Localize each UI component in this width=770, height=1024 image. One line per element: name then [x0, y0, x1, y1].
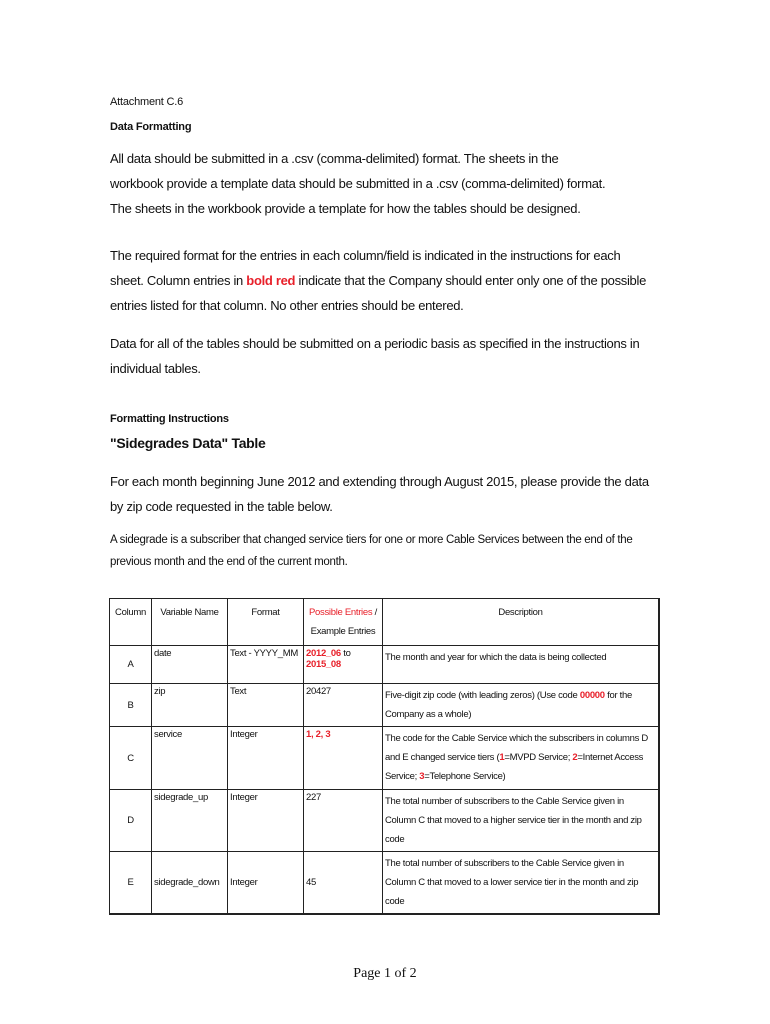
row-column: D — [110, 790, 152, 852]
bold-red-label: bold red — [246, 273, 296, 288]
row-format: Integer — [228, 790, 304, 852]
table-row — [110, 684, 660, 727]
row-column: A — [110, 646, 152, 684]
attachment-label: Attachment C.6 — [110, 96, 184, 108]
row-entries: 20427 — [304, 684, 383, 727]
row-variable: service — [152, 727, 228, 790]
row-format: Text — [228, 684, 304, 727]
row-description — [383, 684, 660, 727]
desc-a: The code for the Cable Service which the subscribers in columns D and E changed service tiers ( — [385, 733, 648, 763]
row-column: E — [110, 852, 152, 915]
row-format: Text - YYYY_MM — [228, 646, 304, 684]
desc-c: =Internet Access Service; — [385, 752, 644, 782]
row-description: The total number of subscribers to the Cable Service given in Column C that moved to a higher service tier in the month and zip code — [383, 790, 660, 852]
row-column: C — [110, 727, 152, 790]
row-variable: sidegrade_down — [152, 852, 228, 915]
row-entries: 227 — [304, 790, 383, 852]
entry-to: to — [340, 648, 351, 659]
desc-d: =Telephone Service) — [424, 771, 506, 782]
desc-code-3: 3 — [419, 771, 425, 782]
intro-paragraph-1: All data should be submitted in a .csv (comma-delimited) format. The sheets in the workbook provide a template data should be submitted in a .csv (comma-delimited) format. The sheets in the workbook provide a template for how the tables should be designed. — [110, 151, 606, 216]
row-format: Integer — [228, 727, 304, 790]
formatting-instructions-heading: Formatting Instructions — [110, 413, 229, 425]
header-format: Format — [228, 599, 304, 646]
row-variable: date — [152, 646, 228, 684]
intro-paragraph-3: Data for all of the tables should be submitted on a periodic basis as specified in the instructions in individual tables. — [110, 336, 640, 376]
desc-code-1: 1 — [499, 752, 505, 763]
header-possible-entries — [304, 599, 383, 646]
row-variable: zip — [152, 684, 228, 727]
desc-before: Five-digit zip code (with leading zeros) (Use code — [385, 690, 580, 701]
header-possible-red: Possible Entries — [308, 607, 373, 618]
instructions-paragraph-1: For each month beginning June 2012 and extending through August 2015, please provide the data by zip code requested in the table below. — [110, 474, 649, 514]
table-title: "Sidegrades Data" Table — [110, 435, 266, 451]
table-row — [110, 727, 660, 790]
section-title: Data Formatting — [110, 121, 192, 133]
desc-red-code: 00000 — [579, 690, 605, 701]
table-row — [110, 852, 660, 915]
row-column: B — [110, 684, 152, 727]
header-column: Column — [110, 599, 152, 646]
header-description: Description — [383, 599, 660, 646]
row-entries: 1, 2, 3 — [304, 727, 383, 790]
row-entries — [304, 646, 383, 684]
table-row — [110, 790, 660, 852]
row-description: The month and year for which the data is being collected — [383, 646, 660, 684]
page-number: Page 1 of 2 — [353, 966, 417, 981]
row-format: Integer — [228, 852, 304, 915]
row-description — [383, 727, 660, 790]
intro-p2-before: The required format for the entries in each column/field is indicated in the instructions for each sheet. Column entries in — [110, 248, 621, 288]
entry-start: 2012_06 — [306, 648, 341, 659]
row-entries: 45 — [304, 852, 383, 915]
header-variable-name: Variable Name — [152, 599, 228, 646]
entry-end: 2015_08 — [306, 659, 341, 670]
table-row — [110, 646, 660, 684]
instructions-paragraph-2: A sidegrade is a subscriber that changed service tiers for one or more Cable Services between the end of the previous month and the end of the current month. — [110, 534, 633, 568]
desc-after: for the Company as a whole) — [385, 690, 632, 720]
intro-paragraph-2 — [110, 243, 655, 318]
sidegrades-table — [109, 598, 660, 915]
header-possible-rest: / Example Entries — [310, 607, 377, 637]
row-description: The total number of subscribers to the Cable Service given in Column C that moved to a lower service tier in the month and zip code — [383, 852, 660, 915]
table-header-row — [110, 599, 660, 646]
desc-b: =MVPD Service; — [504, 752, 573, 763]
desc-code-2: 2 — [572, 752, 578, 763]
intro-p2-after: indicate that the Company should enter only one of the possible entries listed for that column. No other entries should be entered. — [110, 273, 647, 313]
row-variable: sidegrade_up — [152, 790, 228, 852]
